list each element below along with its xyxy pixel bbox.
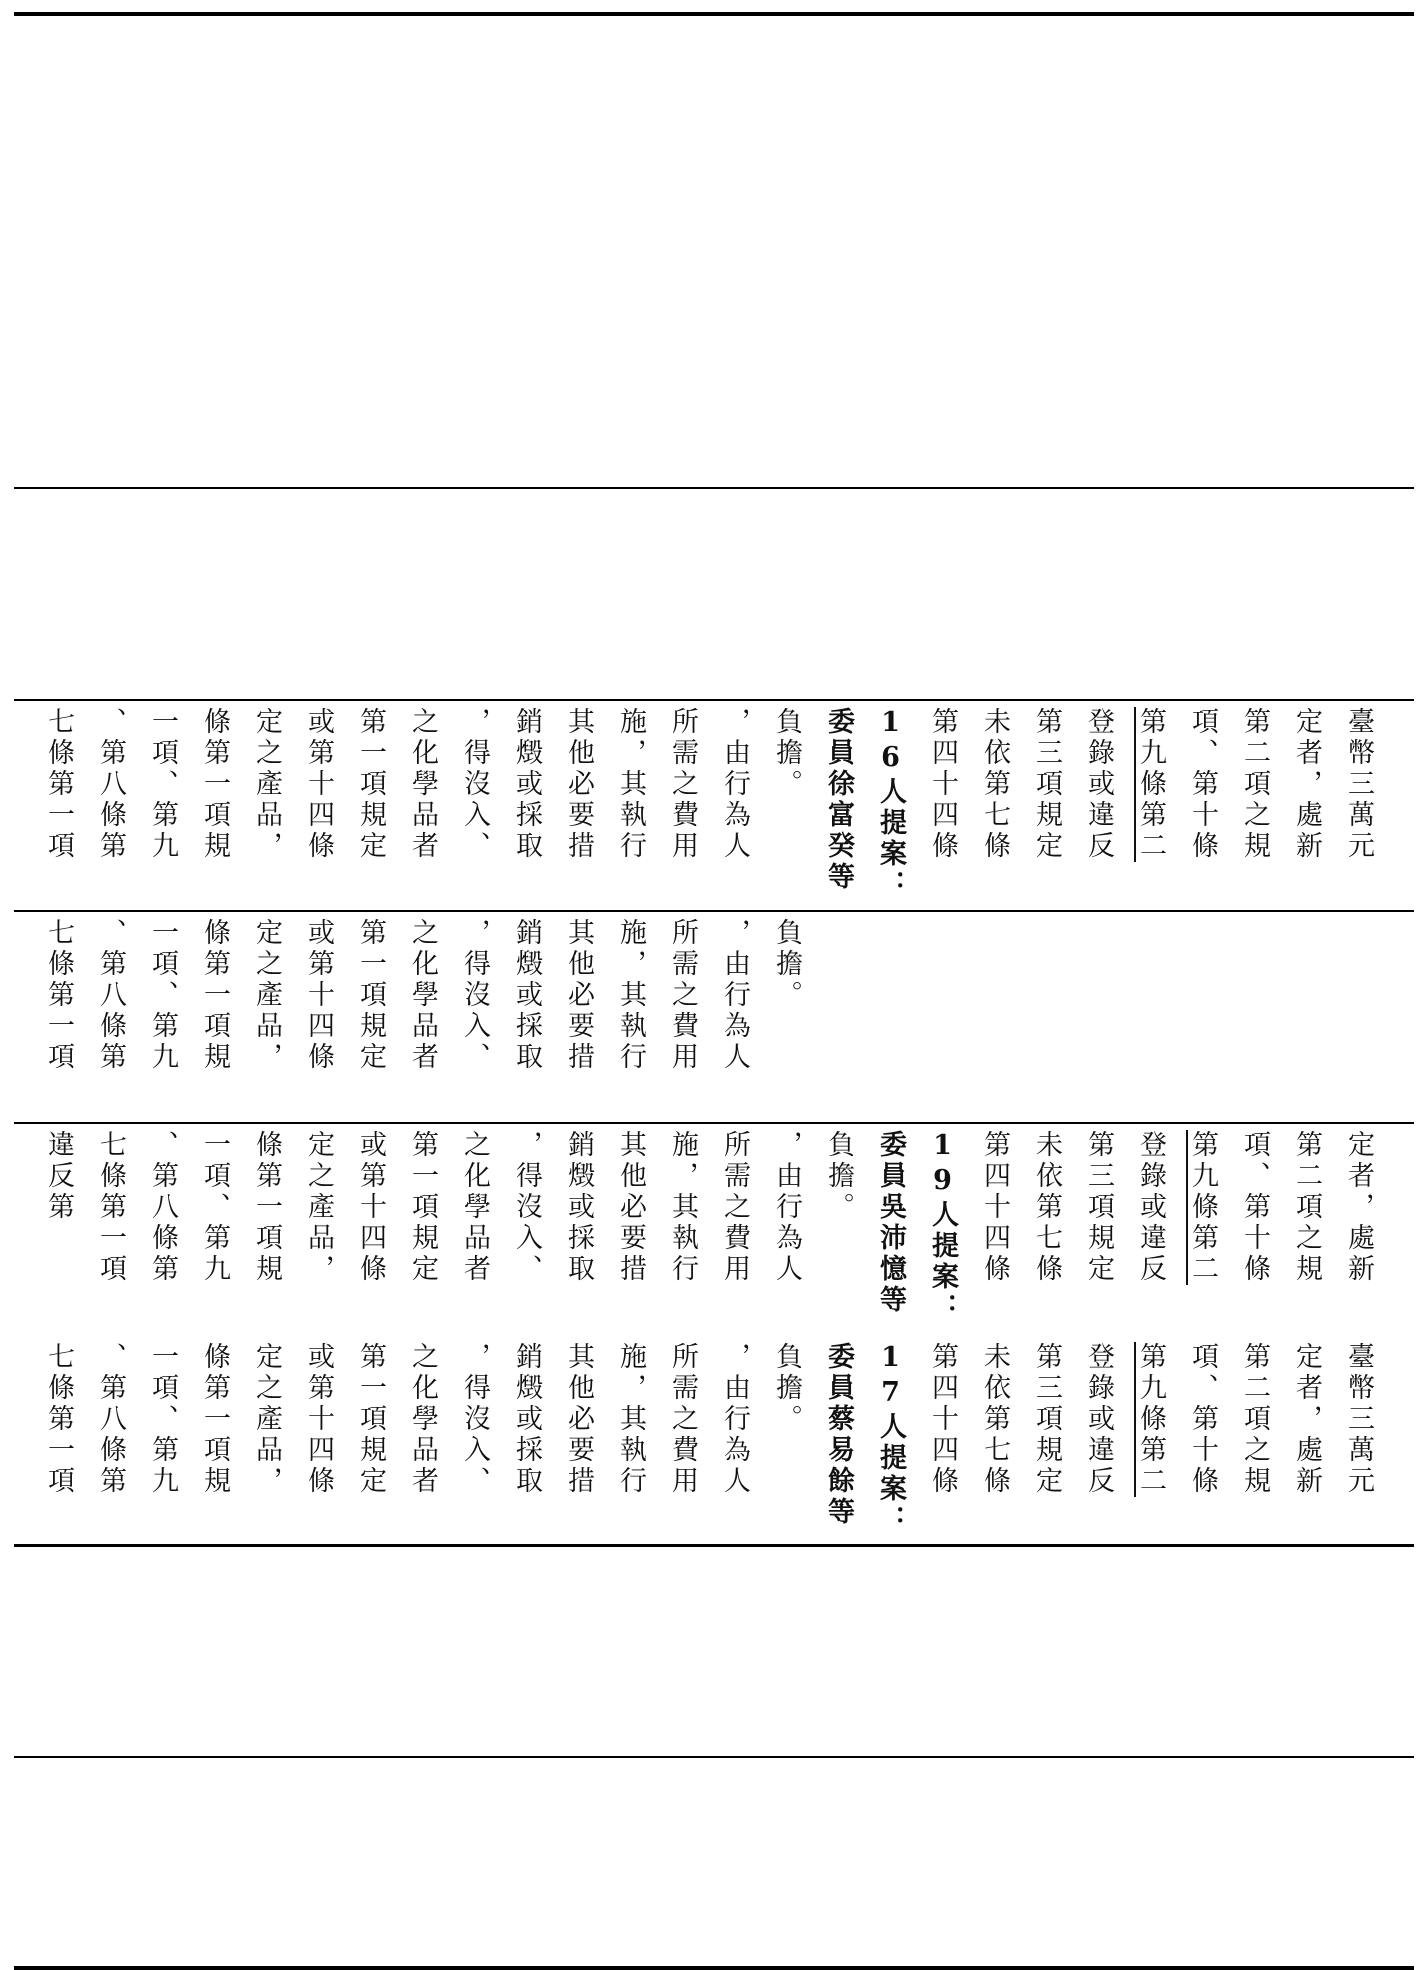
band-b-col-23: 第九條第二 bbox=[1187, 1130, 1218, 1285]
band-c-col-10: 銷燬或採取 bbox=[511, 918, 542, 1073]
band-a-col-24: 第二項之規 bbox=[1239, 1342, 1270, 1497]
band-c-col-1: 七條第一項 bbox=[43, 918, 74, 1073]
band-b-col-1: 違反第 bbox=[43, 1130, 74, 1223]
band-a-col-7: 第一項規定 bbox=[355, 1342, 386, 1497]
band-d-col-3: 一項、第九 bbox=[147, 707, 178, 862]
band-a-col-20: 第三項規定 bbox=[1031, 1342, 1062, 1497]
band-d-col-11: 其他必要措 bbox=[563, 707, 594, 862]
band-a-col-13: 所需之費用 bbox=[667, 1342, 698, 1497]
band-b-col-25: 第二項之規 bbox=[1291, 1130, 1322, 1285]
band-a-col-12: 施，其執行 bbox=[615, 1342, 646, 1497]
band-a-col-21: 登錄或違反 bbox=[1083, 1342, 1114, 1497]
band-c-col-12: 施，其執行 bbox=[615, 918, 646, 1073]
band-c-col-7: 第一項規定 bbox=[355, 918, 386, 1073]
rule-bottom bbox=[14, 1966, 1414, 1970]
band-b-proposal-count: 19人提案： bbox=[927, 1130, 958, 1324]
band-d-col-20: 第三項規定 bbox=[1031, 707, 1062, 862]
band-a-col-10: 銷燬或採取 bbox=[511, 1342, 542, 1497]
rule-6 bbox=[14, 1756, 1414, 1758]
band-d-col-23: 項、第十條 bbox=[1187, 707, 1218, 862]
band-a-proposer: 委員蔡易餘等 bbox=[823, 1342, 854, 1528]
band-a-col-19: 未依第七條 bbox=[979, 1342, 1010, 1497]
band-a-col-8: 之化學品者 bbox=[407, 1342, 438, 1497]
band-a-col-25: 定者，處新 bbox=[1291, 1342, 1322, 1497]
text-band-a bbox=[14, 1336, 1414, 1543]
band-b-col-11: 銷燬或採取 bbox=[563, 1130, 594, 1285]
band-b-col-14: 所需之費用 bbox=[719, 1130, 750, 1285]
band-b-col-9: 之化學品者 bbox=[459, 1130, 490, 1285]
text-band-d bbox=[14, 701, 1414, 909]
band-b-col-7: 或第十四條 bbox=[355, 1130, 386, 1285]
band-d-col-9: ，得沒入、 bbox=[459, 707, 490, 862]
band-b-proposer: 委員吳沛憶等 bbox=[875, 1130, 906, 1316]
rule-top bbox=[14, 12, 1414, 16]
band-d-col-8: 之化學品者 bbox=[407, 707, 438, 862]
band-d-col-7: 第一項規定 bbox=[355, 707, 386, 862]
band-d-proposal-count: 16人提案： bbox=[875, 707, 906, 901]
band-a-col-3: 一項、第九 bbox=[147, 1342, 178, 1497]
band-c-col-11: 其他必要措 bbox=[563, 918, 594, 1073]
band-a-col-4: 條第一項規 bbox=[199, 1342, 230, 1497]
band-c-col-9: ，得沒入、 bbox=[459, 918, 490, 1073]
band-d-col-5: 定之產品， bbox=[251, 707, 282, 862]
band-c-col-13: 所需之費用 bbox=[667, 918, 698, 1073]
band-a-col-26: 臺幣三萬元 bbox=[1343, 1342, 1374, 1497]
band-b-col-6: 定之產品， bbox=[303, 1130, 334, 1285]
band-b-col-15: ，由行為人 bbox=[771, 1130, 802, 1285]
band-c-col-3: 一項、第九 bbox=[147, 918, 178, 1073]
band-a-col-18: 第四十四條 bbox=[927, 1342, 958, 1497]
band-d-col-14: ，由行為人 bbox=[719, 707, 750, 862]
band-b-col-2: 七條第一項 bbox=[95, 1130, 126, 1285]
band-c-col-8: 之化學品者 bbox=[407, 918, 438, 1073]
band-b-col-3: 、第八條第 bbox=[147, 1130, 178, 1285]
band-a-col-14: ，由行為人 bbox=[719, 1342, 750, 1497]
band-b-col-21: 第三項規定 bbox=[1083, 1130, 1114, 1285]
band-c-col-6: 或第十四條 bbox=[303, 918, 334, 1073]
band-d-col-13: 所需之費用 bbox=[667, 707, 698, 862]
band-d-col-21: 登錄或違反 bbox=[1083, 707, 1114, 862]
band-d-col-2: 、第八條第 bbox=[95, 707, 126, 862]
rule-1 bbox=[14, 487, 1414, 489]
band-d-col-18: 第四十四條 bbox=[927, 707, 958, 862]
band-d-col-1: 七條第一項 bbox=[43, 707, 74, 862]
band-b-col-16: 負擔。 bbox=[823, 1130, 854, 1223]
band-a-col-5: 定之產品， bbox=[251, 1342, 282, 1497]
band-d-proposer: 委員徐富癸等 bbox=[823, 707, 854, 893]
band-d-col-12: 施，其執行 bbox=[615, 707, 646, 862]
band-d-col-4: 條第一項規 bbox=[199, 707, 230, 862]
band-c-col-2: 、第八條第 bbox=[95, 918, 126, 1073]
band-c-col-15: 負擔。 bbox=[771, 918, 802, 1011]
band-b-col-26: 定者，處新 bbox=[1343, 1130, 1374, 1285]
band-c-col-14: ，由行為人 bbox=[719, 918, 750, 1073]
band-d-col-6: 或第十四條 bbox=[303, 707, 334, 862]
band-b-col-8: 第一項規定 bbox=[407, 1130, 438, 1285]
band-a-col-1: 七條第一項 bbox=[43, 1342, 74, 1497]
band-b-col-10: ，得沒入、 bbox=[511, 1130, 542, 1285]
rule-5 bbox=[14, 1544, 1414, 1547]
text-band-b bbox=[14, 1124, 1414, 1334]
band-b-col-13: 施，其執行 bbox=[667, 1130, 698, 1285]
band-b-col-5: 條第一項規 bbox=[251, 1130, 282, 1285]
band-a-col-15: 負擔。 bbox=[771, 1342, 802, 1435]
band-d-col-25: 定者，處新 bbox=[1291, 707, 1322, 862]
band-b-col-12: 其他必要措 bbox=[615, 1130, 646, 1285]
band-c-col-5: 定之產品， bbox=[251, 918, 282, 1073]
band-a-col-23: 項、第十條 bbox=[1187, 1342, 1218, 1497]
band-d-col-15: 負擔。 bbox=[771, 707, 802, 800]
band-b-col-22: 登錄或違反 bbox=[1135, 1130, 1166, 1285]
band-a-col-2: 、第八條第 bbox=[95, 1342, 126, 1497]
band-c-col-4: 條第一項規 bbox=[199, 918, 230, 1073]
band-d-col-26: 臺幣三萬元 bbox=[1343, 707, 1374, 862]
band-b-col-24: 項、第十條 bbox=[1239, 1130, 1270, 1285]
band-b-col-19: 第四十四條 bbox=[979, 1130, 1010, 1285]
band-d-col-22: 第九條第二 bbox=[1135, 707, 1166, 862]
band-a-col-22: 第九條第二 bbox=[1135, 1342, 1166, 1497]
band-a-col-6: 或第十四條 bbox=[303, 1342, 334, 1497]
band-a-col-11: 其他必要措 bbox=[563, 1342, 594, 1497]
band-b-col-20: 未依第七條 bbox=[1031, 1130, 1062, 1285]
text-band-c bbox=[14, 912, 1414, 1121]
band-a-col-9: ，得沒入、 bbox=[459, 1342, 490, 1497]
band-d-col-10: 銷燬或採取 bbox=[511, 707, 542, 862]
band-b-col-4: 一項、第九 bbox=[199, 1130, 230, 1285]
band-d-col-24: 第二項之規 bbox=[1239, 707, 1270, 862]
band-d-col-19: 未依第七條 bbox=[979, 707, 1010, 862]
band-a-proposal-count: 17人提案： bbox=[875, 1342, 906, 1536]
